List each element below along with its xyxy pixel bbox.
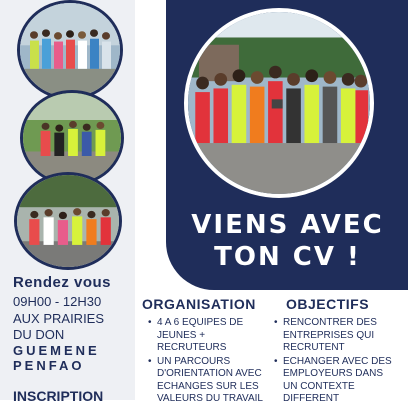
rendezvous-time: 09H00 - 12H30 — [13, 294, 102, 309]
group-photo-bottom — [14, 172, 122, 270]
objectifs-item: • RENCONTRER DES ENTREPRISES QUI RECRUTENT — [274, 317, 404, 355]
rendezvous-place-line-2: DU DON — [13, 327, 65, 342]
rendezvous-town-line-1: GUEMENE — [13, 343, 100, 358]
rendezvous-place-line-1: AUX PRAIRIES — [13, 311, 105, 326]
group-photo-main — [184, 8, 374, 198]
objectifs-item: • ECHANGER AVEC DES EMPLOYEURS DANS UN CONTEXTE DIFFERENT — [274, 356, 404, 406]
organisation-list — [148, 317, 270, 407]
objectifs-title: OBJECTIFS — [286, 296, 370, 312]
organisation-title: ORGANISATION — [142, 296, 256, 312]
objectifs-list — [274, 317, 404, 407]
rendezvous-title: Rendez vous — [13, 274, 112, 291]
organisation-item: • UN PARCOURS D'ORIENTATION AVEC ECHANGES SUR LES VALEURS DU TRAVAIL — [148, 356, 270, 406]
group-photo-top — [17, 0, 123, 100]
organisation-item: • 4 A 6 EQUIPES DE JEUNES + RECRUTEURS — [148, 317, 270, 355]
headline-line-1: VIENS AVEC — [191, 210, 384, 240]
rendezvous-town-line-2: PENFAO — [13, 358, 85, 373]
headline-line-2: TON CV ! — [214, 242, 361, 272]
inscription-heading: INSCRIPTION — [13, 388, 104, 404]
